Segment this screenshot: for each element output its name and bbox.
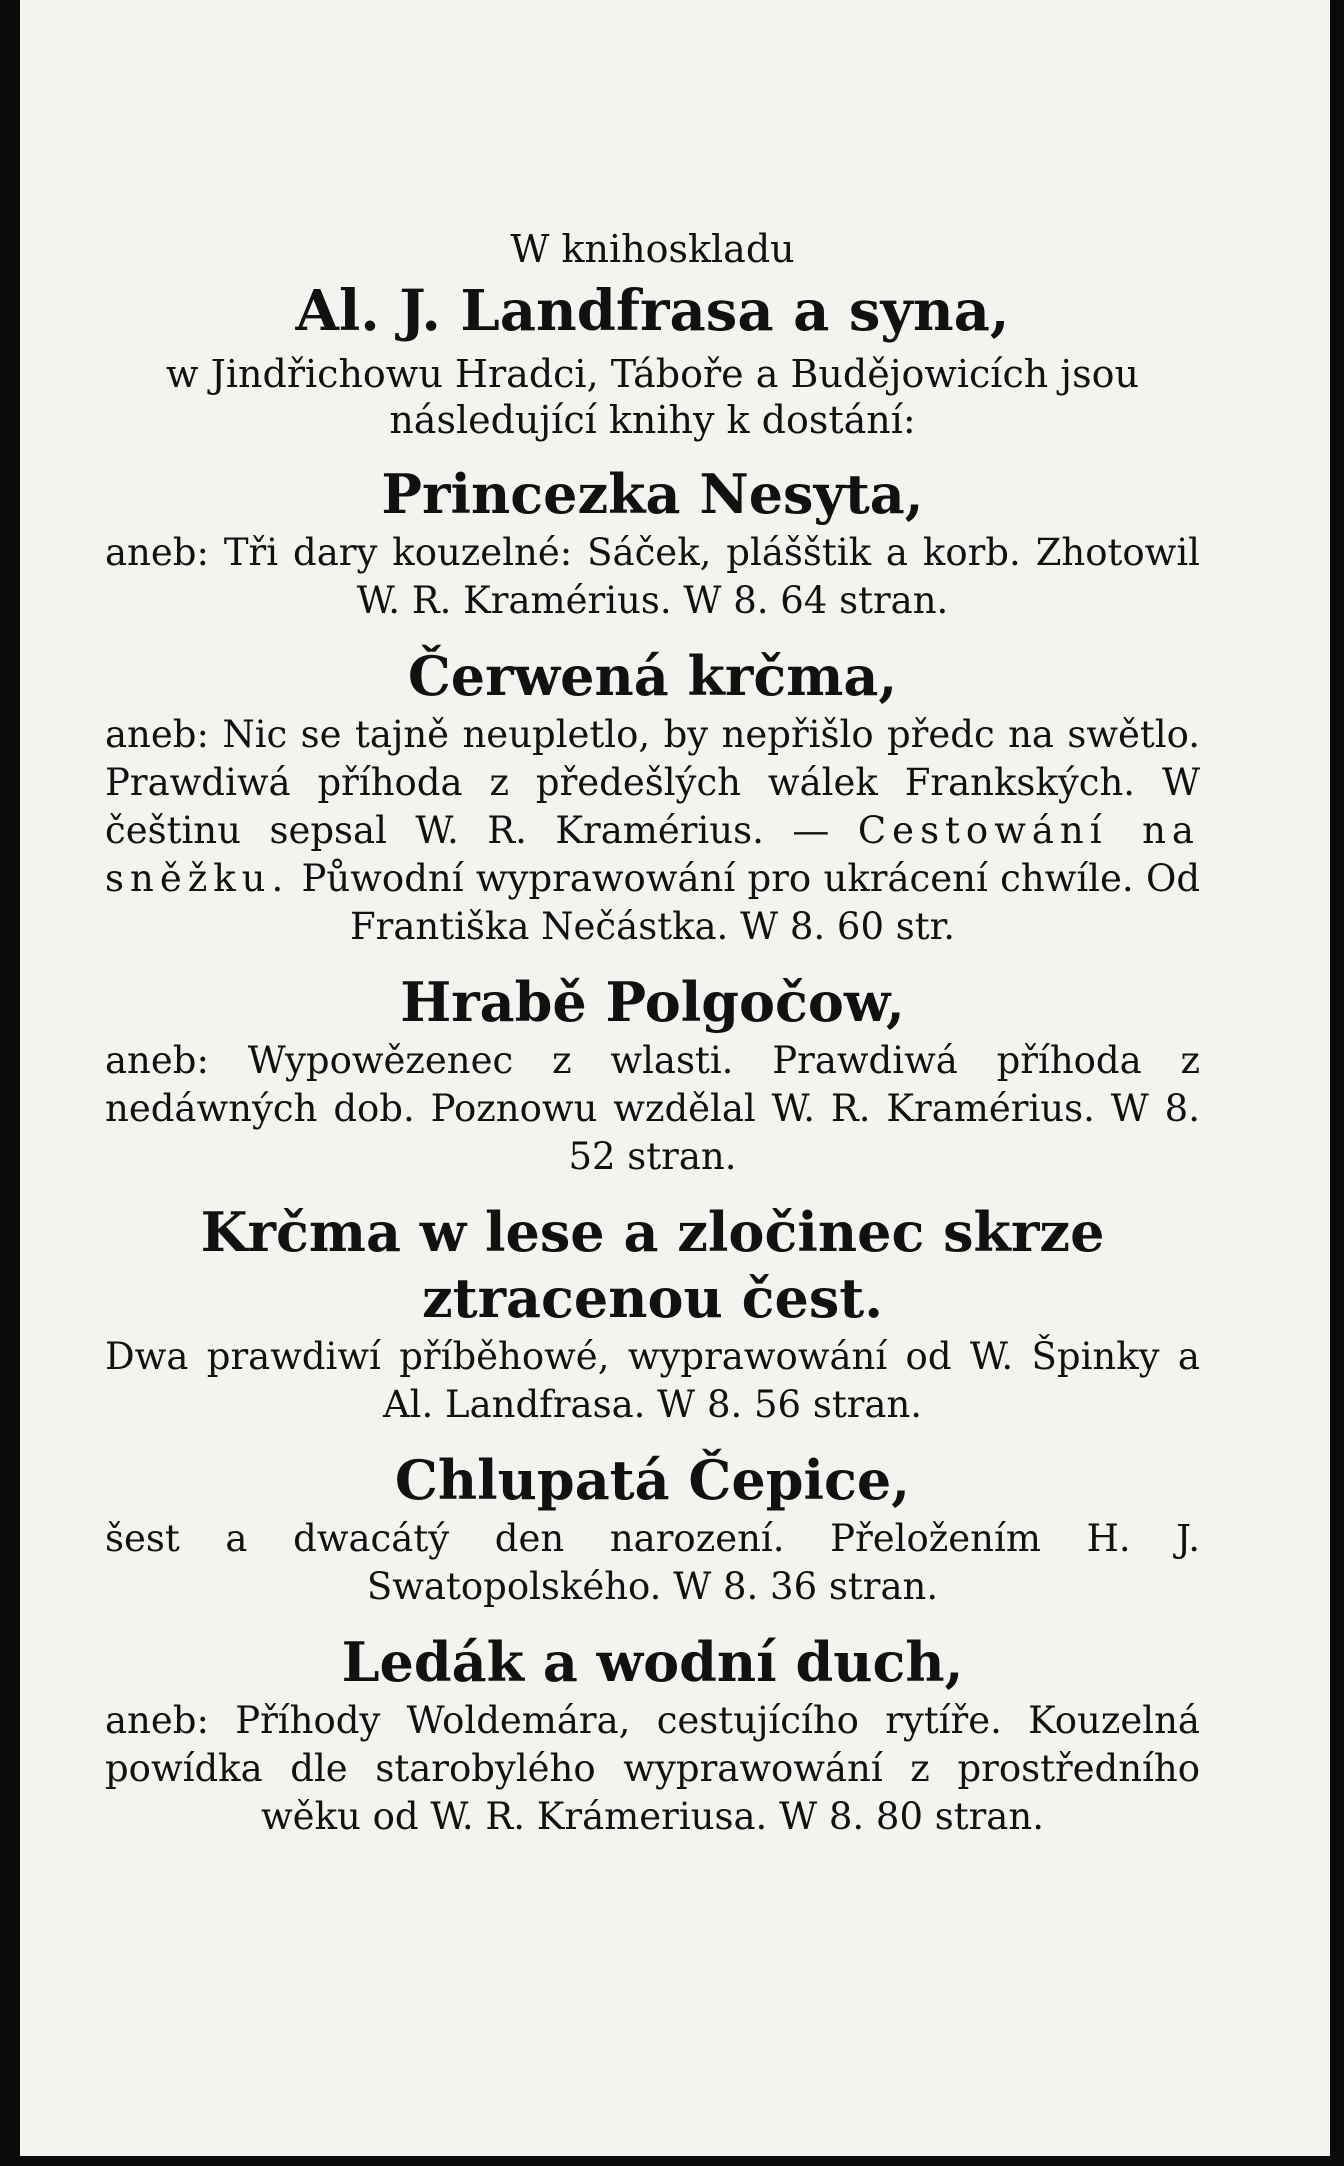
book-entry (105, 643, 1200, 951)
book-description: aneb: Tři dary kouzelné: Sáček, plášštik a korb. Zhotowil W. R. Kramérius. W 8. 64 stran. (105, 531, 1200, 622)
spaced-subtitle: Cestowání na sněžku. (105, 809, 1200, 900)
book-entry (105, 1199, 1200, 1429)
book-description: aneb: Příhody Woldemára, cestujícího rytíře. Kouzelná powídka dle starobylého wyprawowání z prostředního wěku od W. R. Krámeriusa. W 8. 80 stran. (105, 1699, 1200, 1838)
publisher-places: w Jindřichowu Hradci, Táboře a Budějowicích jsou následující knihy k dostání: (166, 352, 1139, 442)
book-title: Krčma w lese a zločinec skrze ztracenou čest. (200, 1200, 1105, 1330)
book-title: Chlupatá Čepice, (394, 1448, 911, 1512)
book-description: Dwa prawdiwí příběhowé, wyprawowání od W. Špinky a Al. Landfrasa. W 8. 56 stran. (105, 1335, 1200, 1426)
book-description: šest a dwacátý den narození. Přeložením H. J. Swatopolského. W 8. 36 stran. (105, 1517, 1200, 1608)
book-entry (105, 1447, 1200, 1611)
book-description: aneb: Wypowězenec z wlasti. Prawdiwá příhoda z nedáwných dob. Poznowu wzdělal W. R. Kramérius. W 8. 52 stran. (105, 1039, 1200, 1178)
book-entry (105, 461, 1200, 625)
page-right-edge (1330, 0, 1344, 2166)
book-title: Princezka Nesyta, (381, 462, 924, 526)
book-entry (105, 1629, 1200, 1841)
publisher-intro: W knihoskladu (510, 227, 795, 271)
publisher-name: Al. J. Landfrasa a syna, (295, 278, 1010, 344)
advertisement-text (105, 225, 1200, 1841)
book-description-part: aneb: Nic se tajně neupletlo, by nepřišlo předc na swětlo. Prawdiwá příhoda z předešlých wálek Frankských. W češtinu sepsal W. R. Kramérius. — (105, 713, 1200, 852)
book-entry (105, 969, 1200, 1181)
book-title: Hrabě Polgočow, (400, 970, 905, 1034)
book-title: Čerwená krčma, (407, 644, 898, 708)
book-title: Ledák a wodní duch, (341, 1630, 964, 1694)
book-description-part: Půwodní wyprawowání pro ukrácení chwíle. Od Františka Nečástka. W 8. 60 str. (289, 857, 1200, 948)
page-left-edge (0, 0, 20, 2166)
page-bottom-edge (0, 2156, 1344, 2166)
book-description (105, 711, 1200, 951)
